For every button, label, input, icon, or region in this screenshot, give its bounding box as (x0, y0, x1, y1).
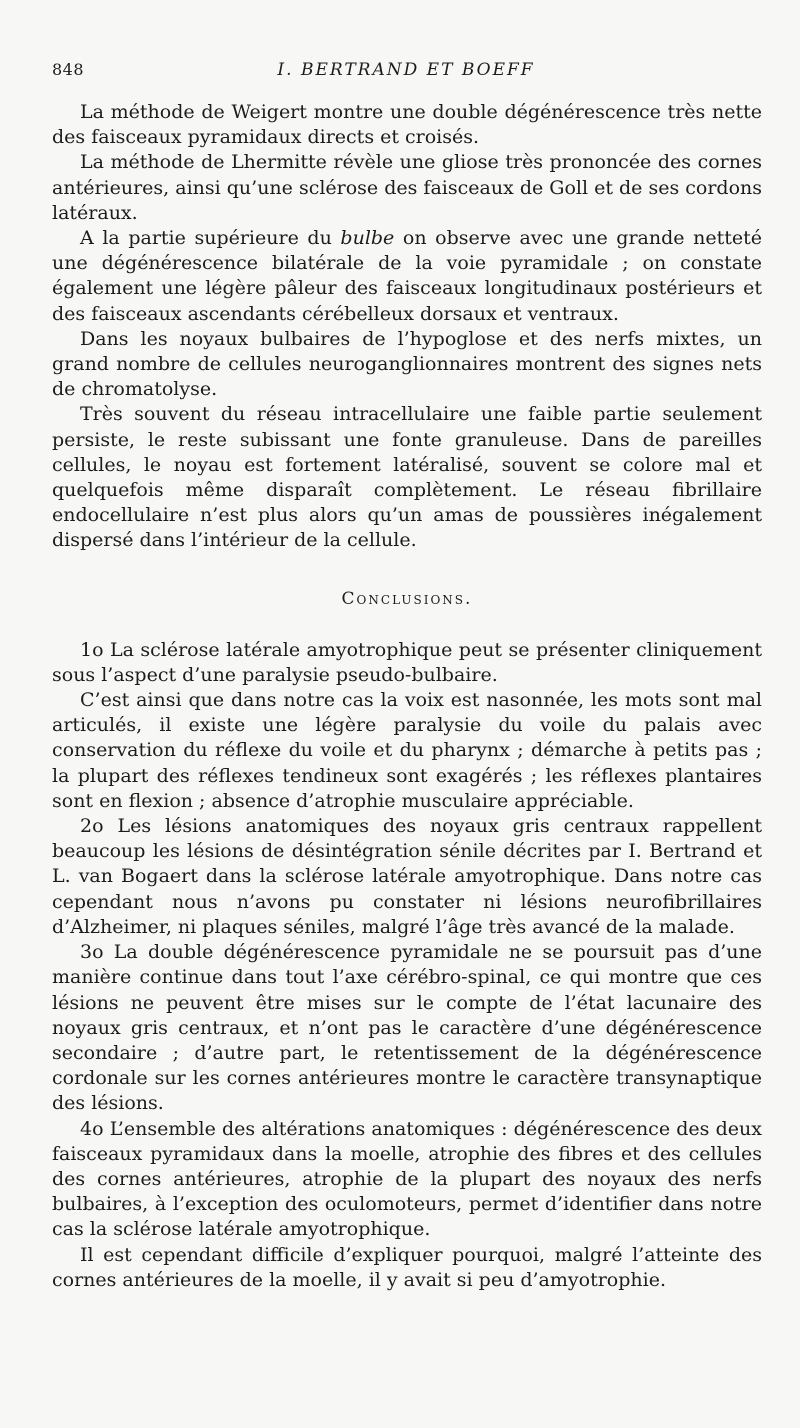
conclusion-paragraph: 4o L’ensemble des altérations anatomiques : dégénérescence des deux faisceaux pyramidaux dans la moelle, atrophie des fibres et des cellules des cornes antérieures, atrophie de la plupart des noyaux des nerfs bulbaires, à l’exception des oculomoteurs, permet d’identifier dans notre cas la sclérose latérale amyotrophique. (52, 1117, 762, 1241)
italic-term: bulbe (340, 227, 395, 250)
paragraph-text: A la partie supérieure du (80, 227, 341, 250)
paragraph: Dans les noyaux bulbaires de l’hypoglose et des nerfs mixtes, un grand nombre de cellules neuroganglionnaires montrent des signes nets de chromatolyse. (52, 327, 762, 401)
page-header (52, 60, 760, 84)
conclusion-paragraph: Il est cependant difficile d’expliquer pourquoi, malgré l’atteinte des cornes antérieures de la moelle, il y avait si peu d’amyotrophie. (52, 1243, 762, 1291)
page-number: 848 (52, 60, 85, 79)
conclusion-paragraph: 1o La sclérose latérale amyotrophique peut se présenter cliniquement sous l’aspect d’une paralysie pseudo-bulbaire. (52, 638, 762, 686)
section-title: Conclusions. (341, 588, 473, 609)
conclusion-paragraph: 2o Les lésions anatomiques des noyaux gris centraux rappellent beaucoup les lésions de désintégration sénile décrites par I. Bertrand et L. van Bogaert dans la sclérose latérale amyotrophique. Dans notre cas cependant nous n’avons pu constater ni lésions neurofibrillaires d’Alzheimer, ni plaques séniles, malgré l’âge très avancé de la malade. (52, 815, 762, 938)
conclusion-paragraph: 3o La double dégénérescence pyramidale ne se poursuit pas d’une manière continue dans tout l’axe cérébro-spinal, ce qui montre que ces lésions ne peuvent être mises sur le compte de l’état lacunaire des noyaux gris centraux, et n’ont pas le caractère d’une dégénérescence secondaire ; d’autre part, le retentissement de la dégénérescence cordonale sur les cornes antérieures montre le caractère transynaptique des lésions. (52, 941, 762, 1115)
running-head: I. BERTRAND ET BOEFF (277, 60, 535, 80)
paragraph: Très souvent du réseau intracellulaire une faible partie seulement persiste, le reste subissant une fonte granuleuse. Dans de pareilles cellules, le noyau est fortement latéralisé, souvent se colore mal et quelquefois même disparaît complètement. Le réseau fibrillaire endocellulaire n’est plus alors qu’un amas de poussières inégalement dispersé dans l’intérieur de la cellule. (52, 403, 762, 552)
body-text (52, 100, 762, 1293)
paragraph-text: on observe avec une grande netteté une dégénérescence bilatérale de la voie pyramidale ; on constate également une légère pâleur des faisceaux longitudinaux postérieurs et des faisceaux ascendants cérébelleux dorsaux et ventraux. (52, 227, 762, 325)
paragraph (52, 226, 762, 327)
paragraph: La méthode de Weigert montre une double dégénérescence très nette des faisceaux pyramidaux directs et croisés. (52, 101, 762, 149)
paragraph: La méthode de Lhermitte révèle une gliose très prononcée des cornes antérieures, ainsi qu’une sclérose des faisceaux de Goll et de ses cordons latéraux. (52, 151, 762, 224)
conclusion-paragraph: C’est ainsi que dans notre cas la voix est nasonnée, les mots sont mal articulés, il existe une légère paralysie du voile du palais avec conservation du réflexe du voile et du pharynx ; démarche à petits pas ; la plupart des réflexes tendineux sont exagérés ; les réflexes plantaires sont en flexion ; absence d’atrophie musculaire appréciable. (52, 689, 762, 812)
